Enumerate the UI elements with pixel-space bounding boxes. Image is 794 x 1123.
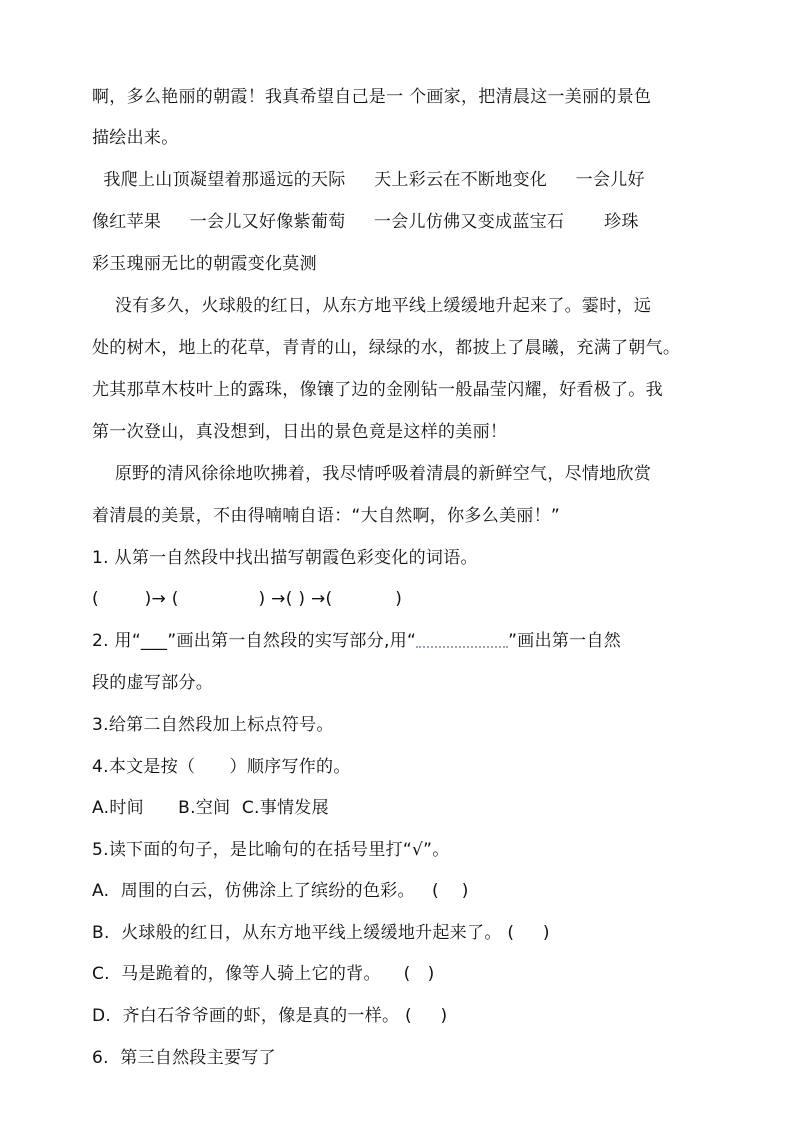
p3-line2: 处的树木，地上的花草，青青的山，绿绿的水，都披上了晨曦，充满了朝气。	[92, 338, 681, 358]
question-2-line2: 段的虚写部分。	[92, 673, 214, 693]
question-6: 6. 第三自然段主要写了	[92, 1048, 276, 1068]
question-5-d: D. 齐白石爷爷画的虾，像是真的一样。 ( )	[92, 1006, 448, 1026]
p1-line1: 啊，多么艳丽的朝霞！我真希望自己是一 个画家，把清晨这一美丽的景色	[92, 87, 652, 107]
p2-line2: 像红苹果 一会儿又好像紫葡萄 一会儿仿佛又变成蓝宝石 珍珠	[92, 212, 639, 232]
question-2-part1: 2. 用“___”画出第一自然段的实写部分,用“	[92, 631, 417, 651]
p2-line1: 我爬上山顶凝望着那遥远的天际 天上彩云在不断地变化 一会儿好	[92, 170, 645, 190]
p2-line3: 彩玉瑰丽无比的朝霞变化莫测	[92, 254, 317, 274]
question-2-line1	[92, 630, 621, 652]
p3-line3: 尤其那草木枝叶上的露珠，像镶了边的金刚钻一般晶莹闪耀，好看极了。我	[92, 380, 663, 400]
question-2-part2: ”画出第一自然	[508, 631, 622, 651]
question-5: 5.读下面的句子，是比喻句的在括号里打“√”。	[92, 840, 450, 860]
question-1-blanks: ( )→ ( ) →( ) →( )	[92, 589, 403, 609]
wavy-underline-sample	[416, 636, 508, 648]
question-4: 4.本文是按（ ）顺序写作的。	[92, 757, 351, 777]
question-5-a: A. 周围的白云，仿佛涂上了缤纷的色彩。 ( )	[92, 881, 469, 901]
question-5-c: C. 马是跪着的，像等人骑上它的背。 ( )	[92, 964, 435, 984]
question-1: 1. 从第一自然段中找出描写朝霞色彩变化的词语。	[92, 548, 478, 568]
question-3: 3.给第二自然段加上标点符号。	[92, 715, 334, 735]
question-4-options: A.时间 B.空间 C.事情发展	[92, 798, 329, 818]
p3-line4: 第一次登山，真没想到，日出的景色竟是这样的美丽！	[92, 422, 508, 442]
p1-line2: 描绘出来。	[92, 128, 179, 148]
p4-line2: 着清晨的美景，不由得喃喃自语：“大自然啊，你多么美丽！”	[92, 506, 561, 526]
p4-line1: 原野的清风徐徐地吹拂着，我尽情呼吸着清晨的新鲜空气，尽情地欣赏	[92, 464, 652, 484]
question-5-b: B. 火球般的红日，从东方地平线上缓缓地升起来了。 ( )	[92, 923, 550, 943]
p3-line1: 没有多久，火球般的红日，从东方地平线上缓缓地升起来了。霎时，远	[92, 296, 652, 316]
